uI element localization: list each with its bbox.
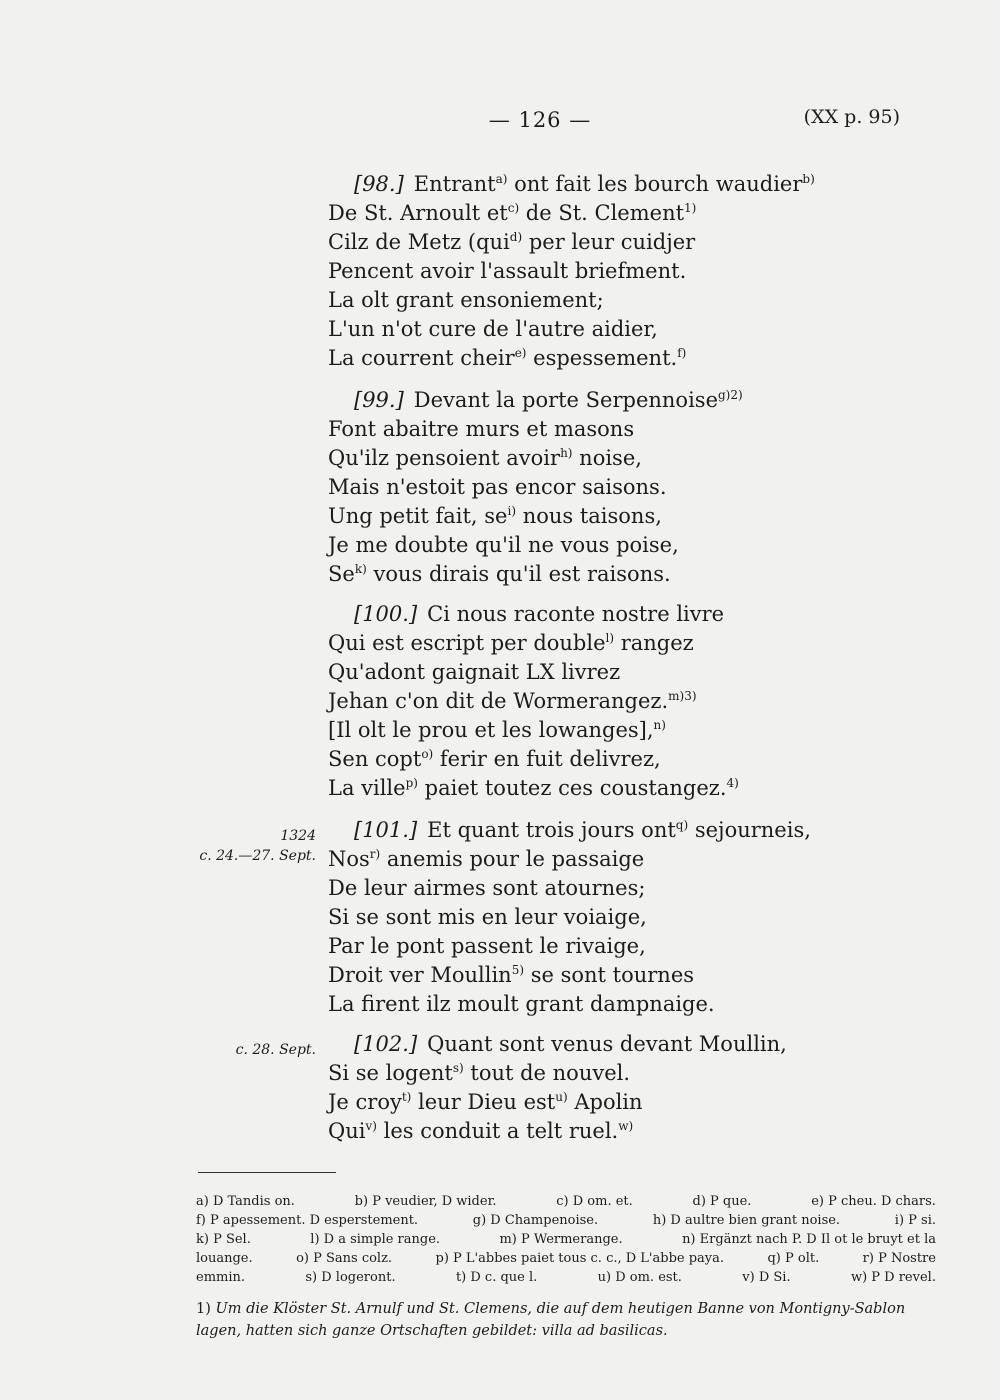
- verse-text: L'un n'ot cure de l'autre aidier,: [328, 317, 658, 341]
- stanza-number: [101.]: [354, 818, 418, 842]
- verse-line: [328, 344, 888, 373]
- verse-text: Entrant: [413, 172, 496, 196]
- verse-line: [328, 199, 888, 228]
- verse-text: Apolin: [567, 1090, 643, 1114]
- note-marker: e): [514, 346, 527, 360]
- verse-line: [328, 286, 888, 315]
- note-marker: k): [354, 562, 367, 576]
- verse-text: rangez: [614, 631, 694, 655]
- note-marker: h): [560, 446, 573, 460]
- variant-note: s) D logeront.: [305, 1270, 396, 1285]
- note-marker: b): [802, 172, 815, 186]
- stanza: [328, 386, 888, 589]
- variant-notes-row: [196, 1249, 936, 1268]
- verse-line: [328, 531, 888, 560]
- note-marker: l): [605, 631, 615, 645]
- note-marker: a): [495, 172, 508, 186]
- verse-text: Par le pont passent le rivaige,: [328, 934, 646, 958]
- verse-text: Cilz de Metz (qui: [328, 230, 510, 254]
- verse-line: [328, 687, 888, 716]
- verse-text: Qui: [328, 1119, 366, 1143]
- verse-line: [328, 716, 888, 745]
- verse-text: Qui est escript per double: [328, 631, 606, 655]
- margin-date-line: c. 28. Sept.: [235, 1042, 316, 1058]
- verse-line: [328, 560, 888, 589]
- note-marker: n): [653, 718, 666, 732]
- variant-note: n) Ergänzt nach P. D Il ot le bruyt et la: [682, 1232, 936, 1247]
- verse-text: Qu'ilz pensoient avoir: [328, 446, 561, 470]
- verse-text: Si se sont mis en leur voiaige,: [328, 905, 647, 929]
- verse-text: leur Dieu est: [411, 1090, 556, 1114]
- note-marker: 4): [726, 776, 739, 790]
- stanza: [328, 170, 888, 373]
- note-marker: p): [405, 776, 418, 790]
- verse-text: vous dirais qu'il est raisons.: [366, 562, 671, 586]
- page-number: — 126 —: [488, 108, 592, 132]
- verse-text: Quant sont venus devant Moullin,: [427, 1032, 787, 1056]
- note-marker: v): [365, 1119, 377, 1133]
- footnote-separator: [198, 1172, 336, 1173]
- note-marker: g)2): [718, 388, 743, 402]
- variant-notes-row: [196, 1268, 936, 1287]
- verse-text: La olt grant ensoniement;: [328, 288, 604, 312]
- verse-text: ferir en fuit delivrez,: [433, 747, 661, 771]
- verse-text: La ville: [328, 776, 406, 800]
- verse-text: Nos: [328, 847, 370, 871]
- variant-note: h) D aultre bien grant noise.: [652, 1213, 841, 1228]
- verse-line: [328, 1117, 888, 1146]
- note-marker: c): [507, 201, 520, 215]
- verse-line: [328, 961, 888, 990]
- note-marker: w): [618, 1119, 634, 1133]
- verse-text: de St. Clement: [519, 201, 685, 225]
- verse-text: Droit ver Moullin: [328, 963, 512, 987]
- variant-note: c) D om. et.: [556, 1194, 633, 1209]
- variant-note: k) P Sel.: [196, 1232, 251, 1247]
- verse-line: [328, 415, 888, 444]
- verse-line: [328, 1059, 888, 1088]
- stanza-number: [99.]: [354, 388, 404, 412]
- verse-line: [328, 473, 888, 502]
- verse-text: [Il olt le prou et les lowanges],: [328, 718, 654, 742]
- verse-text: La firent ilz moult grant dampnaige.: [328, 992, 715, 1016]
- variant-notes-row: [196, 1192, 936, 1211]
- verse-line: [328, 932, 888, 961]
- verse-text: Devant la porte Serpennoise: [413, 388, 718, 412]
- variant-note: f) P apessement. D esperstement.: [196, 1213, 419, 1228]
- stanza-number: [98.]: [354, 172, 404, 196]
- verse-text: ont fait les bourch waudier: [507, 172, 803, 196]
- note-marker: i): [507, 504, 517, 518]
- verse-line: [328, 170, 888, 199]
- variant-note: e) P cheu. D chars.: [811, 1194, 936, 1209]
- variant-note: i) P si.: [894, 1213, 936, 1228]
- verse-line: [328, 386, 888, 415]
- variant-note: t) D c. que l.: [455, 1270, 538, 1285]
- verse-line: [328, 874, 888, 903]
- verse-text: per leur cuidjer: [522, 230, 696, 254]
- stanza: [328, 600, 888, 803]
- note-marker: u): [555, 1090, 568, 1104]
- note-marker: m)3): [668, 689, 697, 703]
- verse-line: [328, 903, 888, 932]
- verse-text: Si se logent: [328, 1061, 453, 1085]
- variant-note: r) P Nostre: [862, 1251, 936, 1266]
- verse-text: De St. Arnoult et: [328, 201, 508, 225]
- verse-text: espessement.: [526, 346, 678, 370]
- footnote-marker: 1): [196, 1301, 211, 1317]
- verse-text: Je me doubte qu'il ne vous poise,: [328, 533, 679, 557]
- source-reference: (XX p. 95): [803, 106, 900, 128]
- stanza: [328, 1030, 888, 1146]
- verse-text: Font abaitre murs et masons: [328, 417, 635, 441]
- verse-text: noise,: [572, 446, 642, 470]
- margin-date-line: c. 24.—27. Sept.: [199, 848, 316, 864]
- verse-text: De leur airmes sont atournes;: [328, 876, 646, 900]
- verse-text: Qu'adont gaignait LX livrez: [328, 660, 621, 684]
- footnote: [196, 1298, 936, 1342]
- verse-text: Et quant trois jours ont: [427, 818, 676, 842]
- verse-line: [328, 658, 888, 687]
- verse-text: Se: [328, 562, 355, 586]
- verse-line: [328, 990, 888, 1019]
- verse-text: La courrent cheir: [328, 346, 515, 370]
- variant-note: d) P que.: [692, 1194, 752, 1209]
- margin-date: [156, 1040, 316, 1060]
- verse-text: Je croy: [328, 1090, 402, 1114]
- note-marker: s): [452, 1061, 464, 1075]
- verse-text: Mais n'estoit pas encor saisons.: [328, 475, 667, 499]
- verse-text: anemis pour le passaige: [380, 847, 645, 871]
- variant-note: l) D a simple range.: [310, 1232, 441, 1247]
- variant-note: w) P D revel.: [850, 1270, 936, 1285]
- verse-text: se sont tournes: [524, 963, 695, 987]
- stanza-number: [100.]: [354, 602, 418, 626]
- variant-note: u) D om. est.: [597, 1270, 682, 1285]
- verse-text: les conduit a telt ruel.: [376, 1119, 619, 1143]
- verse-line: [328, 816, 888, 845]
- verse-text: nous taisons,: [516, 504, 662, 528]
- verse-line: [328, 629, 888, 658]
- verse-text: Ci nous raconte nostre livre: [427, 602, 725, 626]
- verse-line: [328, 444, 888, 473]
- variant-note: v) D Si.: [742, 1270, 791, 1285]
- verse-text: Jehan c'on dit de Wormerangez.: [328, 689, 669, 713]
- variant-note: q) P olt.: [767, 1251, 820, 1266]
- verse-line: [328, 228, 888, 257]
- variant-note: g) D Champenoise.: [472, 1213, 599, 1228]
- variant-note: louange.: [196, 1251, 253, 1266]
- margin-date-line: 1324: [280, 828, 316, 844]
- note-marker: t): [401, 1090, 412, 1104]
- variant-note: b) P veudier, D wider.: [354, 1194, 497, 1209]
- note-marker: f): [677, 346, 687, 360]
- variant-note: p) P L'abbes paiet tous c. c., D L'abbe paya.: [435, 1251, 725, 1266]
- note-marker: r): [369, 847, 381, 861]
- variant-note: o) P Sans colz.: [296, 1251, 393, 1266]
- verse-text: tout de nouvel.: [463, 1061, 631, 1085]
- stanza: [328, 816, 888, 1019]
- variant-notes: [196, 1192, 936, 1287]
- verse-line: [328, 502, 888, 531]
- variant-notes-row: [196, 1230, 936, 1249]
- verse-line: [328, 315, 888, 344]
- verse-line: [328, 1030, 888, 1059]
- verse-line: [328, 745, 888, 774]
- verse-text: sejourneis,: [688, 818, 811, 842]
- margin-date: [156, 826, 316, 866]
- verse-text: Ung petit fait, se: [328, 504, 508, 528]
- variant-notes-row: [196, 1211, 936, 1230]
- variant-note: emmin.: [196, 1270, 246, 1285]
- variant-note: a) D Tandis on.: [196, 1194, 295, 1209]
- verse-line: [328, 1088, 888, 1117]
- verse-line: [328, 774, 888, 803]
- stanza-number: [102.]: [354, 1032, 418, 1056]
- verse-text: Sen copt: [328, 747, 422, 771]
- verse-line: [328, 600, 888, 629]
- verse-line: [328, 257, 888, 286]
- verse-text: paiet toutez ces coustangez.: [417, 776, 727, 800]
- note-marker: 1): [684, 201, 697, 215]
- variant-note: m) P Wermerange.: [499, 1232, 623, 1247]
- footnote-text: Um die Klöster St. Arnulf und St. Clemens, die auf dem heutigen Banne von Montigny-Sablon lagen, hatten sich ganze Ortschaften gebildet: villa ad basilicas.: [196, 1301, 906, 1339]
- note-marker: 5): [511, 963, 525, 977]
- verse-line: [328, 845, 888, 874]
- verse-text: Pencent avoir l'assault briefment.: [328, 259, 687, 283]
- note-marker: o): [421, 747, 434, 761]
- note-marker: d): [509, 230, 523, 244]
- note-marker: q): [675, 818, 689, 832]
